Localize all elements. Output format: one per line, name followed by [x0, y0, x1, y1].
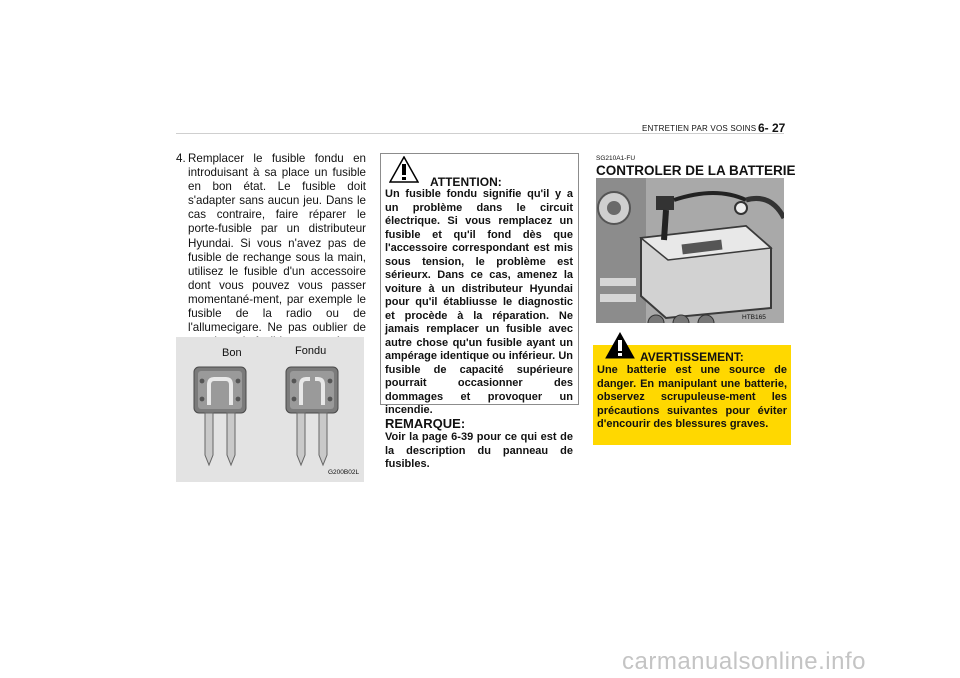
fuse-label-blown: Fondu — [295, 345, 327, 357]
section-label: ENTRETIEN PAR VOS SOINS — [642, 124, 757, 133]
warning-title: AVERTISSEMENT: — [640, 350, 744, 364]
warning-body: Une batterie est une source de danger. En manipulant une batterie, observez scrupuleuse-ment les précautions suivantes pour éviter d'encourir des blessures graves. — [597, 364, 787, 430]
good-fuse-icon — [194, 367, 246, 465]
battery-illustration — [596, 178, 784, 323]
figure-code: HTB165 — [742, 314, 766, 321]
section-code: SG210A1-FU — [596, 155, 636, 162]
step-paragraph — [176, 152, 366, 349]
blown-fuse-icon — [286, 367, 338, 465]
page-number: 6- 27 — [758, 121, 786, 135]
battery-photo — [596, 178, 784, 323]
watermark: carmanualsonline.info — [622, 648, 866, 675]
attention-body: Un fusible fondu signifie qu'il y a un problème dans le circuit électrique. Si vous remplacez un fusible et qu'il fond dès que l'accessoire correspondant est mis sous tension, le problème est sérieurx. Dans ce cas, amenez la voiture à un distributeur Hyundai pour qu'il établiusse le diagnostic et procède à la réparation. Ne jamais remplacer un fusible avec autre chose qu'un fusible ayant un ampérage identique ou inférieur. Un fusible de capacité supérieure pourrait occasionner des dommages et provoquer un incendie. — [385, 188, 573, 416]
exclamation-triangle-icon — [389, 156, 419, 183]
fuse-label-good: Bon — [222, 347, 242, 359]
step-number: 4. — [176, 152, 186, 165]
section-title: CONTROLER DE LA BATTERIE — [596, 163, 796, 178]
remark-body: Voir la page 6-39 pour ce qui est de la description du panneau de fusibles. — [385, 431, 573, 470]
step-text: Remplacer le fusible fondu en introduisant à sa place un fusible en bon état. Le fusible doit s'adapter sans aucun jeu. Dans le cas contraire, faire réparer le porte-fusible par un distributeur Hyundai. Si vous n'avez pas de fusible de rechange sous la main, utilisez le fusible d'un accessoire dont vous pouvez vous passer momentané-ment, par exemple le fusible de la radio ou de l'allumecigare. Ne pas oublier de — [188, 152, 366, 335]
figure-code: G200B02L — [328, 469, 360, 476]
header-rule — [176, 133, 784, 134]
fuse-figure — [176, 337, 364, 482]
exclamation-triangle-icon — [605, 332, 635, 359]
fuse-illustration — [176, 337, 364, 482]
remark-title: REMARQUE: — [385, 416, 466, 431]
attention-title: ATTENTION: — [430, 175, 502, 189]
